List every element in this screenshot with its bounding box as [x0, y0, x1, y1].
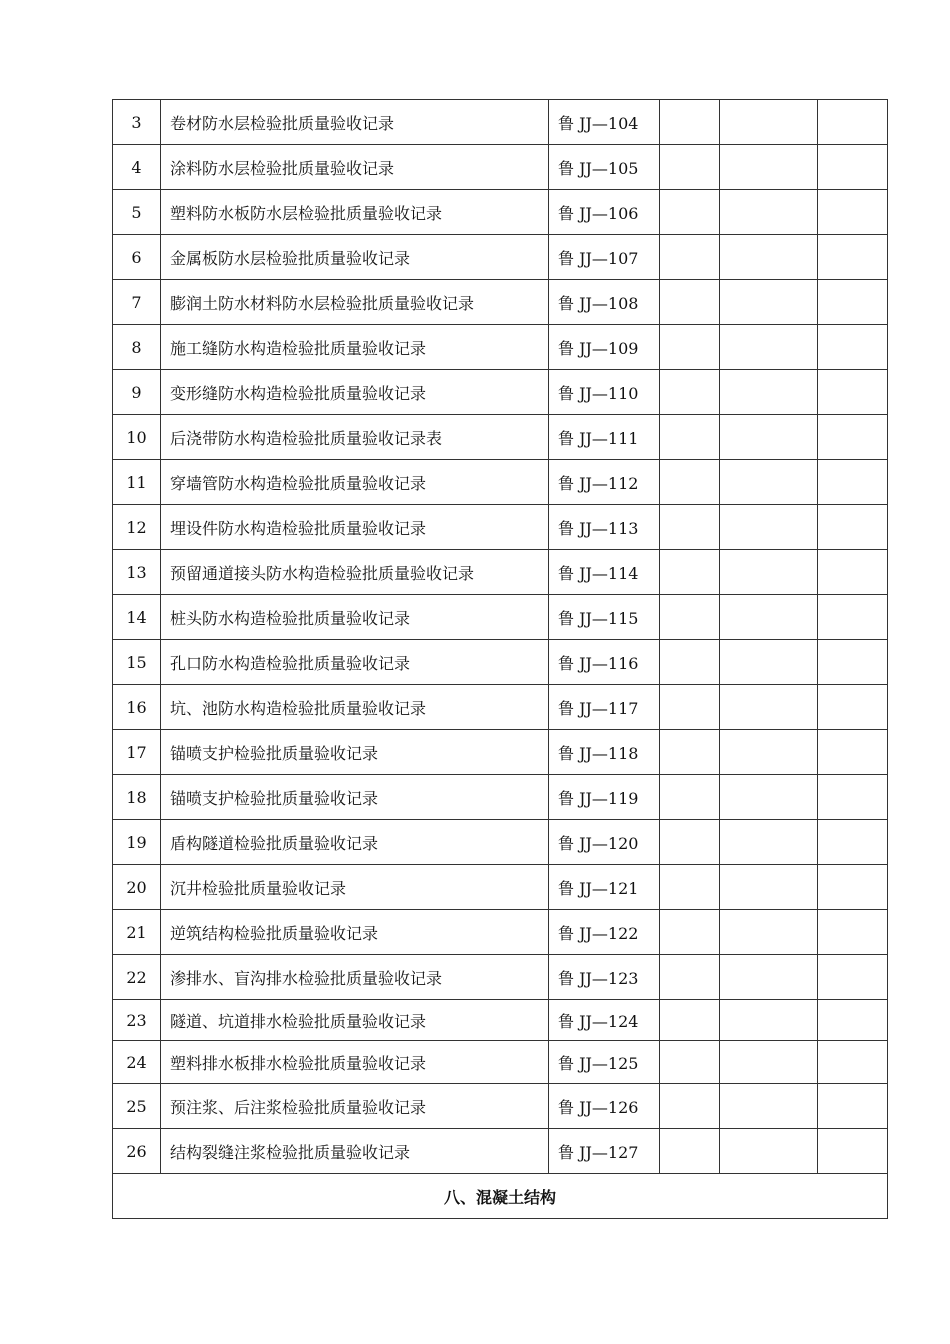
row-blank-cell-3: [818, 460, 888, 505]
row-number: 23: [113, 1000, 161, 1041]
row-form-code: 鲁 JJ—110: [549, 370, 660, 415]
row-record-name: 穿墙管防水构造检验批质量验收记录: [161, 460, 549, 505]
row-blank-cell-2: [720, 1129, 818, 1174]
row-number: 21: [113, 910, 161, 955]
row-record-name: 坑、池防水构造检验批质量验收记录: [161, 685, 549, 730]
row-blank-cell-3: [818, 865, 888, 910]
row-form-code: 鲁 JJ—113: [549, 505, 660, 550]
row-number: 8: [113, 325, 161, 370]
row-blank-cell-1: [660, 595, 720, 640]
row-number: 13: [113, 550, 161, 595]
table-row: [113, 415, 888, 460]
row-record-name: 隧道、坑道排水检验批质量验收记录: [161, 1000, 549, 1041]
row-number: 16: [113, 685, 161, 730]
row-blank-cell-2: [720, 145, 818, 190]
row-blank-cell-3: [818, 910, 888, 955]
row-blank-cell-3: [818, 730, 888, 775]
table-row: [113, 730, 888, 775]
row-blank-cell-3: [818, 1000, 888, 1041]
table-row: [113, 820, 888, 865]
row-form-code: 鲁 JJ—112: [549, 460, 660, 505]
row-blank-cell-3: [818, 235, 888, 280]
row-record-name: 施工缝防水构造检验批质量验收记录: [161, 325, 549, 370]
section-row: [113, 1174, 888, 1219]
row-record-name: 埋设件防水构造检验批质量验收记录: [161, 505, 549, 550]
row-form-code: 鲁 JJ—105: [549, 145, 660, 190]
row-form-code: 鲁 JJ—115: [549, 595, 660, 640]
row-form-code: 鲁 JJ—106: [549, 190, 660, 235]
row-record-name: 孔口防水构造检验批质量验收记录: [161, 640, 549, 685]
row-number: 11: [113, 460, 161, 505]
row-blank-cell-2: [720, 100, 818, 145]
table-row: [113, 370, 888, 415]
table-row: [113, 235, 888, 280]
row-record-name: 金属板防水层检验批质量验收记录: [161, 235, 549, 280]
row-blank-cell-1: [660, 460, 720, 505]
row-form-code: 鲁 JJ—127: [549, 1129, 660, 1174]
row-blank-cell-2: [720, 1041, 818, 1084]
row-record-name: 逆筑结构检验批质量验收记录: [161, 910, 549, 955]
row-blank-cell-3: [818, 595, 888, 640]
row-blank-cell-2: [720, 235, 818, 280]
row-blank-cell-1: [660, 775, 720, 820]
row-blank-cell-2: [720, 910, 818, 955]
row-blank-cell-1: [660, 370, 720, 415]
row-number: 17: [113, 730, 161, 775]
row-blank-cell-2: [720, 640, 818, 685]
row-blank-cell-3: [818, 685, 888, 730]
row-form-code: 鲁 JJ—108: [549, 280, 660, 325]
row-blank-cell-1: [660, 145, 720, 190]
row-blank-cell-1: [660, 1084, 720, 1129]
row-blank-cell-2: [720, 730, 818, 775]
row-number: 22: [113, 955, 161, 1000]
row-blank-cell-1: [660, 955, 720, 1000]
row-blank-cell-3: [818, 100, 888, 145]
row-number: 5: [113, 190, 161, 235]
row-number: 3: [113, 100, 161, 145]
row-blank-cell-3: [818, 955, 888, 1000]
row-blank-cell-1: [660, 640, 720, 685]
row-form-code: 鲁 JJ—116: [549, 640, 660, 685]
row-blank-cell-2: [720, 415, 818, 460]
row-form-code: 鲁 JJ—126: [549, 1084, 660, 1129]
table-row: [113, 1129, 888, 1174]
row-blank-cell-2: [720, 955, 818, 1000]
row-blank-cell-1: [660, 1129, 720, 1174]
records-table: [112, 99, 888, 1219]
table-row: [113, 325, 888, 370]
row-form-code: 鲁 JJ—122: [549, 910, 660, 955]
row-blank-cell-3: [818, 820, 888, 865]
row-record-name: 预留通道接头防水构造检验批质量验收记录: [161, 550, 549, 595]
row-blank-cell-1: [660, 865, 720, 910]
row-blank-cell-1: [660, 190, 720, 235]
row-record-name: 桩头防水构造检验批质量验收记录: [161, 595, 549, 640]
row-number: 9: [113, 370, 161, 415]
row-record-name: 卷材防水层检验批质量验收记录: [161, 100, 549, 145]
row-blank-cell-3: [818, 415, 888, 460]
row-form-code: 鲁 JJ—117: [549, 685, 660, 730]
row-record-name: 结构裂缝注浆检验批质量验收记录: [161, 1129, 549, 1174]
table-row: [113, 640, 888, 685]
row-blank-cell-1: [660, 910, 720, 955]
row-blank-cell-3: [818, 640, 888, 685]
row-number: 14: [113, 595, 161, 640]
row-number: 12: [113, 505, 161, 550]
row-form-code: 鲁 JJ—114: [549, 550, 660, 595]
row-form-code: 鲁 JJ—104: [549, 100, 660, 145]
row-blank-cell-2: [720, 685, 818, 730]
row-record-name: 后浇带防水构造检验批质量验收记录表: [161, 415, 549, 460]
row-form-code: 鲁 JJ—107: [549, 235, 660, 280]
row-form-code: 鲁 JJ—121: [549, 865, 660, 910]
row-blank-cell-2: [720, 505, 818, 550]
row-blank-cell-3: [818, 280, 888, 325]
row-number: 10: [113, 415, 161, 460]
row-number: 6: [113, 235, 161, 280]
row-number: 26: [113, 1129, 161, 1174]
table-row: [113, 460, 888, 505]
row-blank-cell-3: [818, 1084, 888, 1129]
row-number: 24: [113, 1041, 161, 1084]
row-blank-cell-2: [720, 280, 818, 325]
row-blank-cell-1: [660, 415, 720, 460]
row-blank-cell-1: [660, 550, 720, 595]
table-row: [113, 145, 888, 190]
row-blank-cell-2: [720, 1000, 818, 1041]
row-blank-cell-2: [720, 325, 818, 370]
row-blank-cell-1: [660, 1000, 720, 1041]
row-blank-cell-3: [818, 145, 888, 190]
row-form-code: 鲁 JJ—119: [549, 775, 660, 820]
table-row: [113, 1084, 888, 1129]
row-record-name: 盾构隧道检验批质量验收记录: [161, 820, 549, 865]
row-record-name: 沉井检验批质量验收记录: [161, 865, 549, 910]
row-number: 15: [113, 640, 161, 685]
row-record-name: 锚喷支护检验批质量验收记录: [161, 730, 549, 775]
row-number: 4: [113, 145, 161, 190]
row-number: 7: [113, 280, 161, 325]
row-blank-cell-2: [720, 865, 818, 910]
row-blank-cell-2: [720, 820, 818, 865]
table-row: [113, 595, 888, 640]
table-row: [113, 190, 888, 235]
row-blank-cell-2: [720, 775, 818, 820]
row-blank-cell-3: [818, 1129, 888, 1174]
row-form-code: 鲁 JJ—111: [549, 415, 660, 460]
row-blank-cell-3: [818, 775, 888, 820]
table-row: [113, 685, 888, 730]
table-row: [113, 550, 888, 595]
row-record-name: 塑料防水板防水层检验批质量验收记录: [161, 190, 549, 235]
table-row: [113, 1000, 888, 1041]
row-blank-cell-1: [660, 730, 720, 775]
table-row: [113, 505, 888, 550]
row-blank-cell-2: [720, 370, 818, 415]
table-row: [113, 100, 888, 145]
table-row: [113, 910, 888, 955]
row-blank-cell-1: [660, 235, 720, 280]
row-record-name: 涂料防水层检验批质量验收记录: [161, 145, 549, 190]
row-blank-cell-3: [818, 550, 888, 595]
row-blank-cell-3: [818, 505, 888, 550]
row-blank-cell-3: [818, 325, 888, 370]
table-row: [113, 280, 888, 325]
row-blank-cell-3: [818, 370, 888, 415]
row-number: 19: [113, 820, 161, 865]
row-number: 25: [113, 1084, 161, 1129]
row-record-name: 变形缝防水构造检验批质量验收记录: [161, 370, 549, 415]
row-record-name: 塑料排水板排水检验批质量验收记录: [161, 1041, 549, 1084]
row-number: 18: [113, 775, 161, 820]
row-blank-cell-3: [818, 1041, 888, 1084]
row-blank-cell-1: [660, 1041, 720, 1084]
row-blank-cell-1: [660, 100, 720, 145]
row-blank-cell-2: [720, 190, 818, 235]
row-blank-cell-1: [660, 505, 720, 550]
section-title: 八、混凝土结构: [113, 1174, 888, 1219]
row-blank-cell-2: [720, 1084, 818, 1129]
row-form-code: 鲁 JJ—120: [549, 820, 660, 865]
row-record-name: 锚喷支护检验批质量验收记录: [161, 775, 549, 820]
row-blank-cell-1: [660, 280, 720, 325]
row-form-code: 鲁 JJ—124: [549, 1000, 660, 1041]
table-row: [113, 775, 888, 820]
records-body: [113, 100, 888, 1219]
row-form-code: 鲁 JJ—109: [549, 325, 660, 370]
row-blank-cell-2: [720, 595, 818, 640]
row-blank-cell-1: [660, 325, 720, 370]
row-form-code: 鲁 JJ—118: [549, 730, 660, 775]
row-record-name: 渗排水、盲沟排水检验批质量验收记录: [161, 955, 549, 1000]
row-number: 20: [113, 865, 161, 910]
row-record-name: 预注浆、后注浆检验批质量验收记录: [161, 1084, 549, 1129]
row-form-code: 鲁 JJ—123: [549, 955, 660, 1000]
table-row: [113, 865, 888, 910]
row-form-code: 鲁 JJ—125: [549, 1041, 660, 1084]
row-blank-cell-1: [660, 685, 720, 730]
row-blank-cell-3: [818, 190, 888, 235]
row-record-name: 膨润土防水材料防水层检验批质量验收记录: [161, 280, 549, 325]
table-row: [113, 1041, 888, 1084]
table-row: [113, 955, 888, 1000]
row-blank-cell-2: [720, 550, 818, 595]
row-blank-cell-2: [720, 460, 818, 505]
row-blank-cell-1: [660, 820, 720, 865]
